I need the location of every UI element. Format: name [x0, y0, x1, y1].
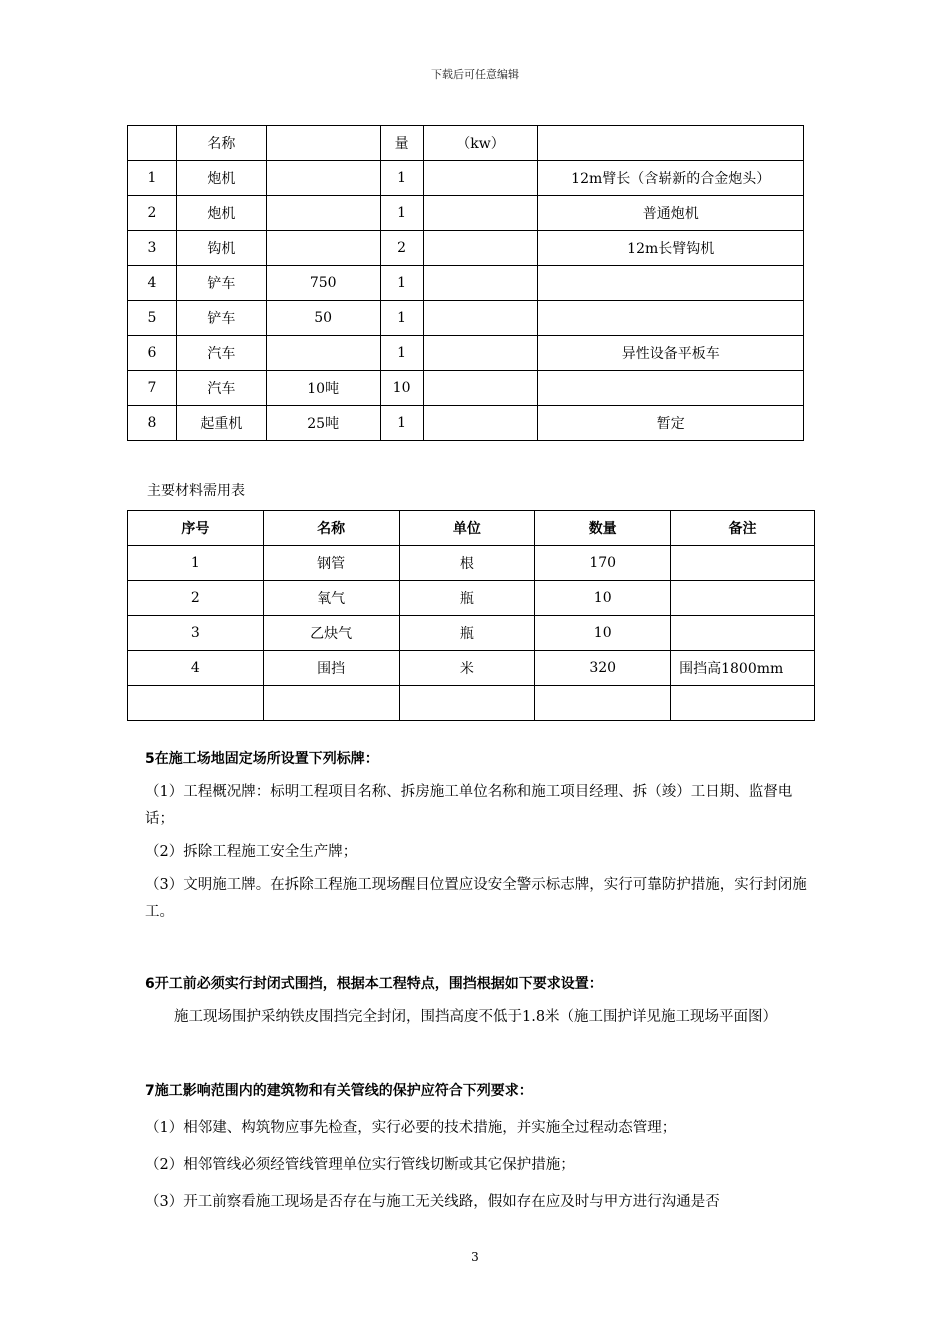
materials-row [128, 616, 815, 651]
section-7 [145, 1078, 815, 1216]
materials-header-cell: 数量 [535, 511, 671, 546]
materials-table [127, 510, 815, 721]
materials-cell: 170 [535, 546, 671, 581]
equipment-cell [266, 196, 380, 231]
equipment-cell [423, 231, 538, 266]
equipment-cell: 异性设备平板车 [538, 336, 804, 371]
equipment-cell: 1 [380, 406, 423, 441]
equipment-cell: 2 [128, 196, 177, 231]
materials-cell [128, 686, 264, 721]
materials-table-title: 主要材料需用表 [147, 483, 245, 499]
equipment-cell: 铲车 [176, 301, 266, 336]
equipment-cell [423, 336, 538, 371]
equipment-row [128, 231, 804, 266]
equipment-cell [266, 126, 380, 161]
materials-header-cell: 单位 [399, 511, 535, 546]
equipment-cell: 5 [128, 301, 177, 336]
materials-cell [671, 616, 815, 651]
equipment-cell: 1 [380, 336, 423, 371]
equipment-cell: 50 [266, 301, 380, 336]
header-note: 下载后可任意编辑 [431, 68, 519, 81]
section-7-heading: 7施工影响范围内的建筑物和有关管线的保护应符合下列要求： [145, 1083, 533, 1099]
equipment-cell: 750 [266, 266, 380, 301]
materials-header-cell: 序号 [128, 511, 264, 546]
equipment-cell: 1 [128, 161, 177, 196]
materials-cell [399, 686, 535, 721]
section-7-item-2: （2）相邻管线必须经管线管理单位实行管线切断或其它保护措施； [145, 1157, 575, 1173]
equipment-cell: 7 [128, 371, 177, 406]
equipment-cell [128, 126, 177, 161]
equipment-cell: 铲车 [176, 266, 266, 301]
equipment-row [128, 371, 804, 406]
equipment-row [128, 301, 804, 336]
materials-cell: 10 [535, 616, 671, 651]
equipment-cell [538, 301, 804, 336]
section-5-heading: 5在施工场地固定场所设置下列标牌： [145, 751, 379, 767]
section-5-item-1: （1）工程概况牌：标明工程项目名称、拆房施工单位名称和施工项目经理、拆（竣）工日期、监督电话； [145, 784, 793, 827]
materials-cell: 围挡 [263, 651, 399, 686]
equipment-cell: 钩机 [176, 231, 266, 266]
equipment-cell [423, 196, 538, 231]
section-6-heading: 6开工前必须实行封闭式围挡，根据本工程特点，围挡根据如下要求设置： [145, 976, 603, 992]
equipment-row [128, 406, 804, 441]
equipment-cell: 炮机 [176, 196, 266, 231]
materials-row [128, 581, 815, 616]
materials-row [128, 546, 815, 581]
equipment-cell: 暂定 [538, 406, 804, 441]
equipment-cell: 4 [128, 266, 177, 301]
equipment-cell [423, 406, 538, 441]
equipment-cell: （kw） [423, 126, 538, 161]
equipment-cell [266, 161, 380, 196]
equipment-cell: 2 [380, 231, 423, 266]
materials-cell: 3 [128, 616, 264, 651]
equipment-cell: 炮机 [176, 161, 266, 196]
equipment-cell: 汽车 [176, 336, 266, 371]
materials-cell [535, 686, 671, 721]
equipment-row [128, 161, 804, 196]
equipment-cell [538, 371, 804, 406]
equipment-table [127, 125, 804, 441]
equipment-cell: 1 [380, 196, 423, 231]
materials-cell [263, 686, 399, 721]
equipment-cell: 10吨 [266, 371, 380, 406]
section-6-paragraph: 施工现场围护采纳铁皮围挡完全封闭，围挡高度不低于1.8米（施工围护详见施工现场平面图） [174, 1009, 778, 1025]
equipment-cell [266, 336, 380, 371]
equipment-cell: 汽车 [176, 371, 266, 406]
equipment-cell [423, 161, 538, 196]
equipment-cell: 12m臂长（含崭新的合金炮头） [538, 161, 804, 196]
materials-cell: 围挡高1800mm [671, 651, 815, 686]
materials-cell: 1 [128, 546, 264, 581]
equipment-cell: 量 [380, 126, 423, 161]
materials-cell: 瓶 [399, 581, 535, 616]
page-number: 3 [471, 1250, 479, 1264]
materials-row [128, 686, 815, 721]
equipment-header-row [128, 126, 804, 161]
equipment-cell: 1 [380, 266, 423, 301]
equipment-cell [538, 266, 804, 301]
materials-header-cell: 名称 [263, 511, 399, 546]
equipment-cell: 6 [128, 336, 177, 371]
section-5 [145, 746, 815, 926]
materials-header-cell: 备注 [671, 511, 815, 546]
section-7-item-3: （3）开工前察看施工现场是否存在与施工无关线路，假如存在应及时与甲方进行沟通是否 [145, 1194, 720, 1210]
materials-cell: 氧气 [263, 581, 399, 616]
materials-cell [671, 546, 815, 581]
section-5-item-2: （2）拆除工程施工安全生产牌； [145, 844, 358, 860]
equipment-cell: 10 [380, 371, 423, 406]
materials-cell: 10 [535, 581, 671, 616]
equipment-cell [423, 266, 538, 301]
materials-cell [671, 686, 815, 721]
materials-cell: 乙炔气 [263, 616, 399, 651]
equipment-cell: 1 [380, 301, 423, 336]
materials-cell: 瓶 [399, 616, 535, 651]
section-7-item-1: （1）相邻建、构筑物应事先检查，实行必要的技术措施，并实施全过程动态管理； [145, 1120, 677, 1136]
materials-cell: 米 [399, 651, 535, 686]
equipment-row [128, 336, 804, 371]
section-6 [145, 971, 815, 1031]
materials-cell: 根 [399, 546, 535, 581]
equipment-row [128, 266, 804, 301]
materials-cell: 320 [535, 651, 671, 686]
equipment-cell [538, 126, 804, 161]
materials-cell: 4 [128, 651, 264, 686]
equipment-cell: 25吨 [266, 406, 380, 441]
equipment-cell: 8 [128, 406, 177, 441]
equipment-cell [423, 301, 538, 336]
equipment-cell: 12m长臂钩机 [538, 231, 804, 266]
equipment-cell: 名称 [176, 126, 266, 161]
materials-cell [671, 581, 815, 616]
materials-cell: 2 [128, 581, 264, 616]
materials-cell: 钢管 [263, 546, 399, 581]
materials-header-row [128, 511, 815, 546]
materials-row [128, 651, 815, 686]
equipment-cell [266, 231, 380, 266]
equipment-cell [423, 371, 538, 406]
equipment-row [128, 196, 804, 231]
equipment-cell: 起重机 [176, 406, 266, 441]
section-5-item-3: （3）文明施工牌。在拆除工程施工现场醒目位置应设安全警示标志牌，实行可靠防护措施，实行封闭施工。 [145, 877, 807, 920]
equipment-cell: 3 [128, 231, 177, 266]
equipment-cell: 1 [380, 161, 423, 196]
equipment-cell: 普通炮机 [538, 196, 804, 231]
